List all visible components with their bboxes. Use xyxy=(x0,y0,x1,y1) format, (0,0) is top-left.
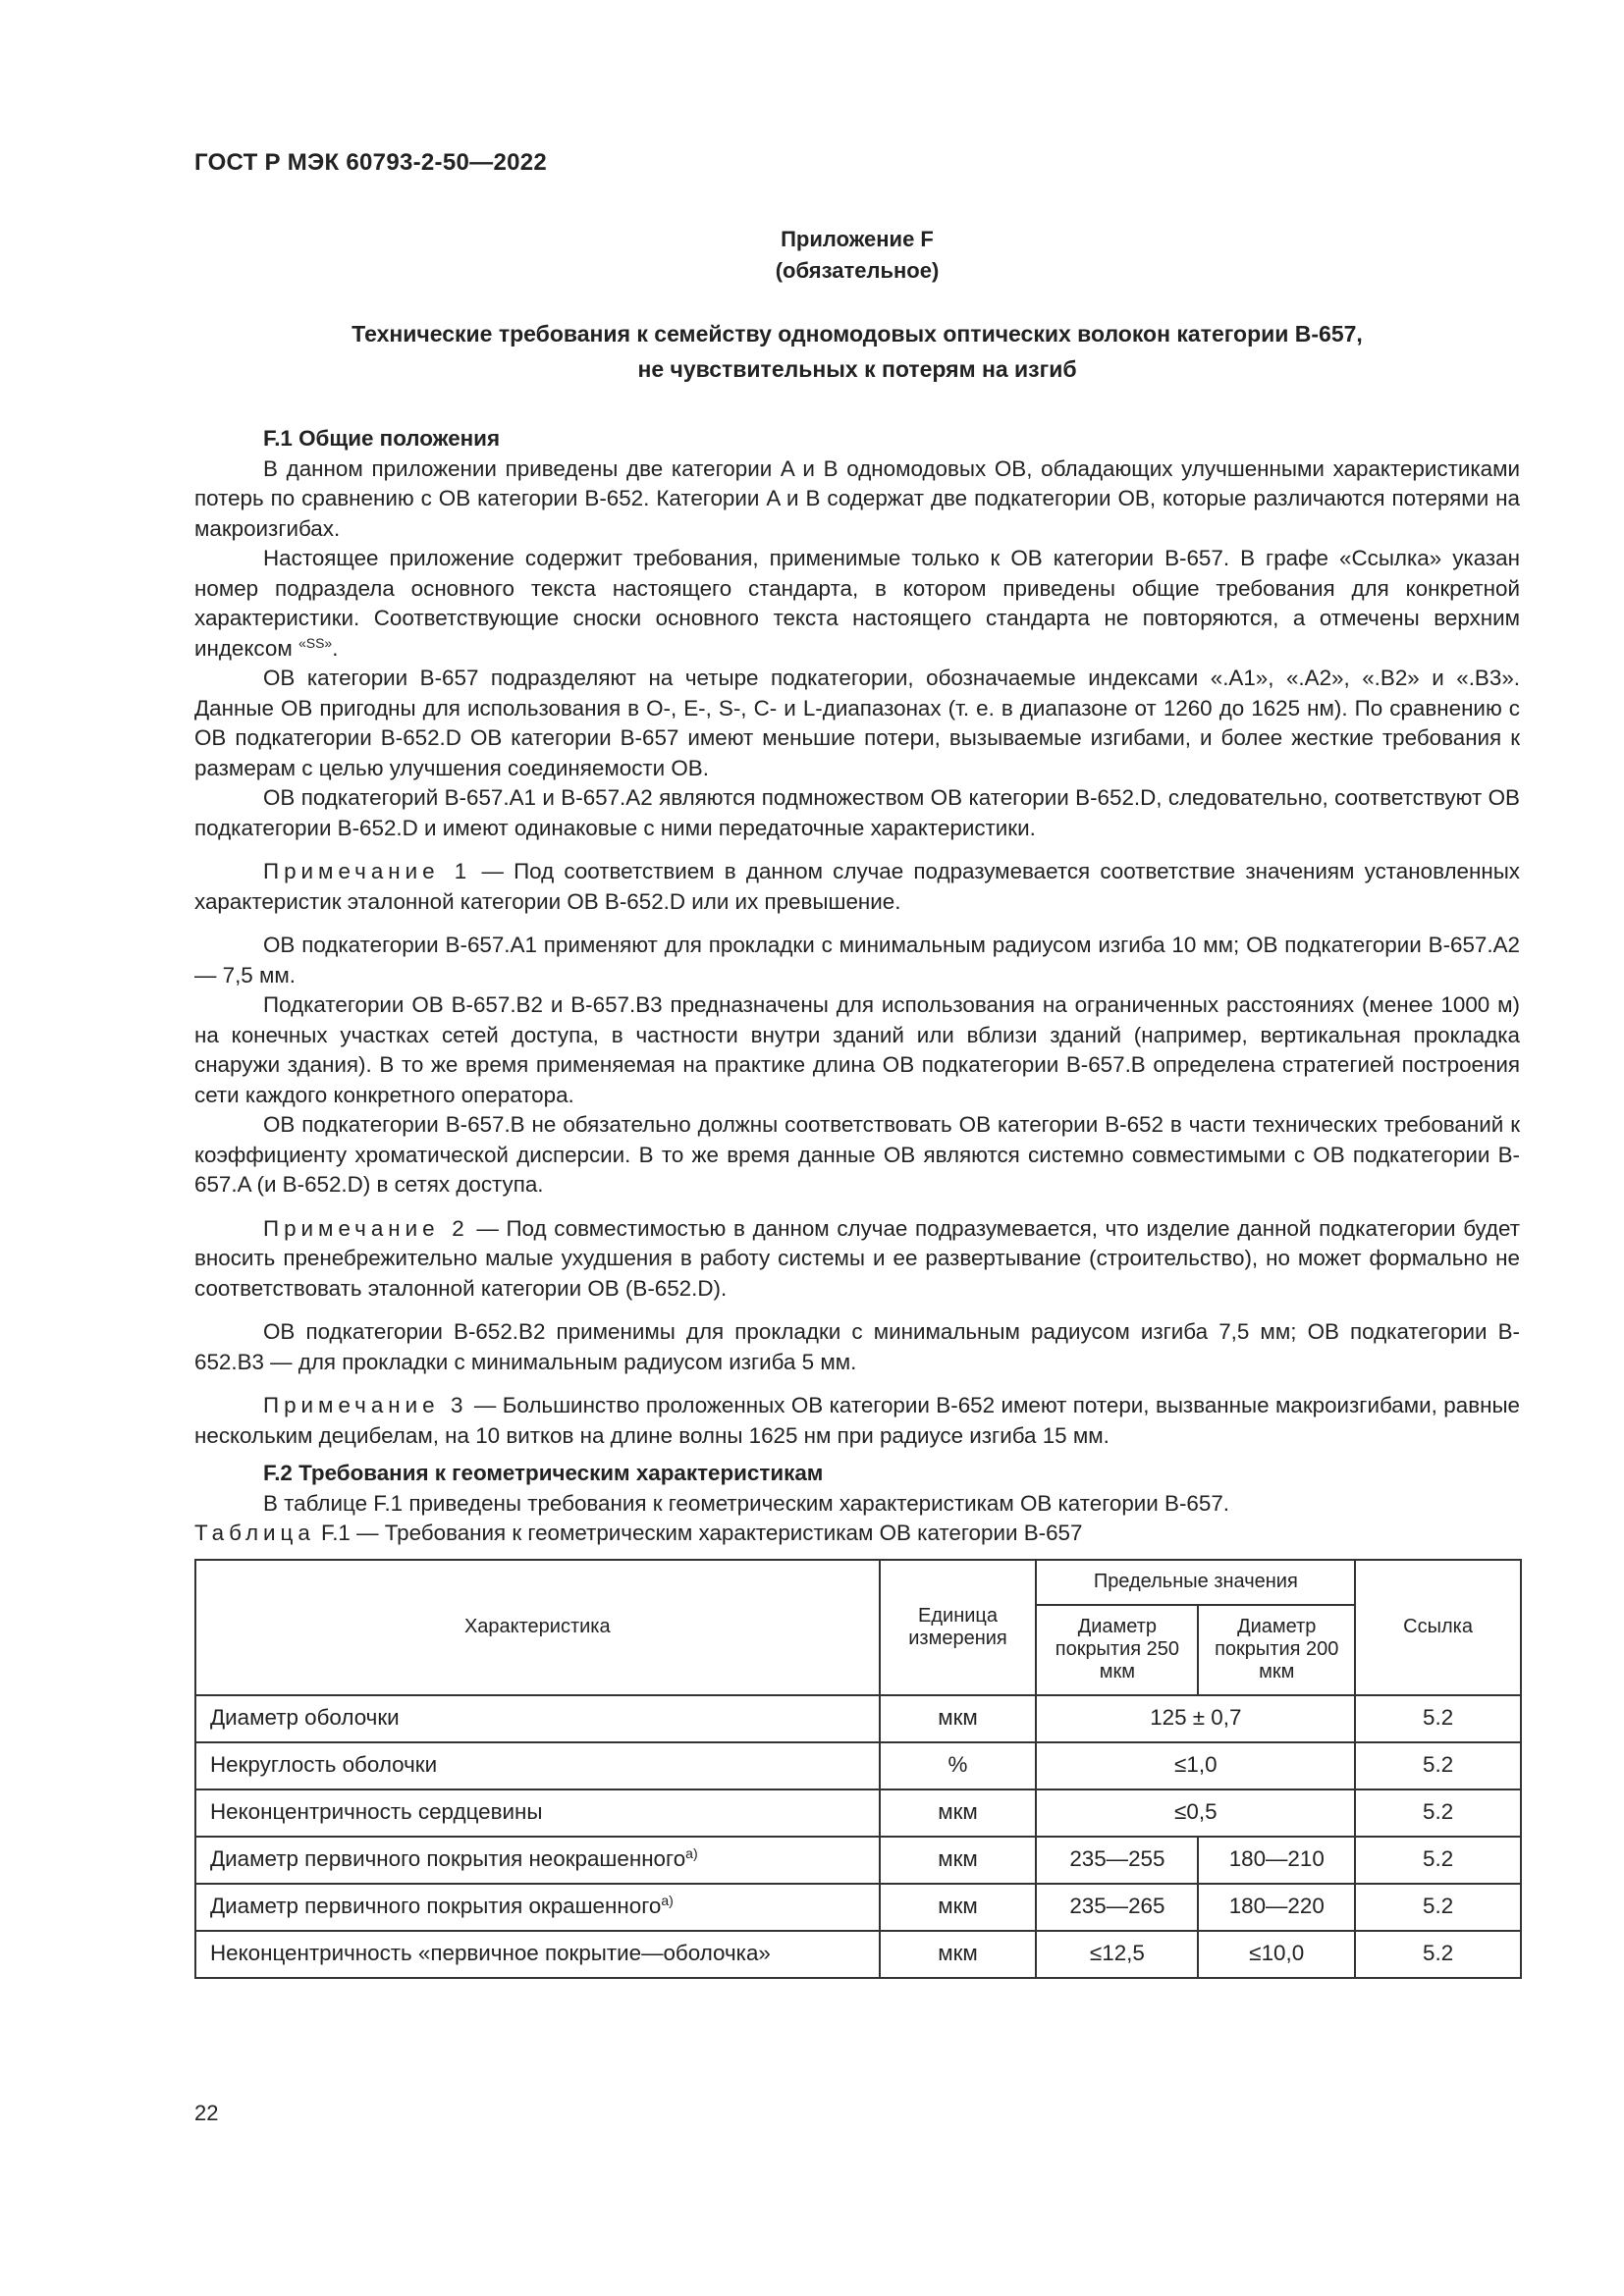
footnote-marker: а) xyxy=(661,1893,674,1909)
table-row xyxy=(195,1931,1521,1978)
header-diameter-250: Диаметр покрытия 250 мкм xyxy=(1036,1605,1198,1695)
cell-reference: 5.2 xyxy=(1355,1884,1521,1931)
cell-unit: мкм xyxy=(880,1931,1037,1978)
paragraph-end: . xyxy=(332,635,339,661)
note-label: Примечание 1 xyxy=(263,859,472,883)
page-number: 22 xyxy=(194,2101,219,2125)
cell-characteristic xyxy=(195,1931,880,1978)
cell-reference: 5.2 xyxy=(1355,1742,1521,1789)
cell-unit: мкм xyxy=(880,1789,1037,1837)
cell-limit-250: 235—255 xyxy=(1036,1837,1198,1884)
note-label: Примечание 3 xyxy=(263,1393,468,1417)
cell-reference: 5.2 xyxy=(1355,1789,1521,1837)
cell-unit: % xyxy=(880,1742,1037,1789)
cell-limit-value: 125 ± 0,7 xyxy=(1036,1695,1355,1742)
annex-status: (обязательное) xyxy=(775,258,940,283)
note-1 xyxy=(194,857,1520,917)
characteristic-name: Диаметр первичного покрытия неокрашенного xyxy=(210,1846,686,1872)
section-f2-heading: F.2 Требования к геометрическим характеристикам xyxy=(263,1461,824,1485)
header-diameter-200: Диаметр покрытия 200 мкм xyxy=(1198,1605,1355,1695)
header-limits: Предельные значения xyxy=(1036,1560,1355,1605)
cell-unit: мкм xyxy=(880,1884,1037,1931)
cell-limit-250: 235—265 xyxy=(1036,1884,1198,1931)
table-row xyxy=(195,1884,1521,1931)
superscript-ss: «SS» xyxy=(298,634,333,651)
note-label: Примечание 2 xyxy=(263,1215,469,1241)
document-title-line-2: не чувствительных к потерям на изгиб xyxy=(637,356,1077,382)
table-caption-text: F.1 — Требования к геометрическим характеристикам ОВ категории B-657 xyxy=(314,1521,1083,1545)
table-row xyxy=(195,1695,1521,1742)
characteristic-name: Диаметр первичного покрытия окрашенного xyxy=(210,1894,662,1919)
cell-reference: 5.2 xyxy=(1355,1695,1521,1742)
paragraph: В таблице F.1 приведены требования к геометрическим характеристикам ОВ категории B-657. xyxy=(263,1490,1230,1516)
paragraph: ОВ категории B-657 подразделяют на четыре подкатегории, обозначаемые индексами «.A1», «.A2», «.B2» и «.B3». Данные ОВ пригодны для использования в O-, E-, S-, C- и L-диапазонах (т. е. в диапазоне от 1260 до 1625 нм). По сравнению с ОВ подкатегории B-652.D ОВ категории B-657 имеют меньшие потери, вызываемые изгибами, и более жесткие требования к размерам с целью улучшения соединяемости ОВ. xyxy=(194,666,1520,780)
annex-name: Приложение F xyxy=(781,227,934,251)
paragraph: В данном приложении приведены две категории A и B одномодовых ОВ, обладающих улучшенными характеристиками потерь по сравнению с ОВ категории B-652. Категории A и B содержат две подкатегории ОВ, которые различаются потерями на макроизгибах. xyxy=(194,455,1520,541)
note-text: — Под совместимостью в данном случае подразумевается, что изделие данной подкатегории будет вносить пренебрежительно малые ухудшения в работу системы и ее развертывание (строительство), но может формально не соответствовать эталонной категории ОВ (B-652.D). xyxy=(194,1215,1521,1301)
footnote-marker: а) xyxy=(685,1845,698,1862)
cell-unit: мкм xyxy=(880,1837,1037,1884)
document-title-line-1: Технические требования к семейству одномодовых оптических волокон категории B-657, xyxy=(352,321,1363,347)
document-body xyxy=(194,424,1520,1979)
geometry-requirements-table xyxy=(194,1559,1522,1979)
cell-reference: 5.2 xyxy=(1355,1837,1521,1884)
cell-characteristic xyxy=(195,1884,880,1931)
cell-limit-250: ≤12,5 xyxy=(1036,1931,1198,1978)
paragraph xyxy=(194,544,1520,664)
cell-unit: мкм xyxy=(880,1695,1037,1742)
table-row xyxy=(195,1789,1521,1837)
paragraph-text: Настоящее приложение содержит требования, применимые только к ОВ категории B-657. В графе «Ссылка» указан номер подраздела основного текста настоящего стандарта, в котором приведены общие требования для конкретной характеристики. Соответствующие сноски основного текста настоящего стандарта не повторяются, а отмечены верхним индексом xyxy=(194,546,1520,661)
note-text: — Под соответствием в данном случае подразумевается соответствие значениям установленных характеристик эталонной категории ОВ B-652.D или их превышение. xyxy=(194,859,1520,914)
header-reference: Ссылка xyxy=(1355,1560,1521,1695)
section-f1-heading: F.1 Общие положения xyxy=(263,426,501,451)
paragraph: ОВ подкатегории B-657.B не обязательно должны соответствовать ОВ категории B-652 в части технических требований к коэффициенту хроматической дисперсии. В то же время данные ОВ являются системно совместимыми с ОВ подкатегории B-657.A (и B-652.D) в сетях доступа. xyxy=(194,1112,1520,1197)
characteristic-name: Некруглость оболочки xyxy=(210,1752,438,1778)
cell-limit-200: 180—210 xyxy=(1198,1837,1355,1884)
note-3 xyxy=(194,1391,1520,1451)
cell-limit-value: ≤0,5 xyxy=(1036,1789,1355,1837)
header-unit: Единица измерения xyxy=(880,1560,1037,1695)
paragraph: ОВ подкатегории B-652.B2 применимы для прокладки с минимальным радиусом изгиба 7,5 мм; ОВ подкатегории B-652.B3 — для прокладки с минимальным радиусом изгиба 5 мм. xyxy=(194,1319,1520,1374)
standard-header: ГОСТ Р МЭК 60793-2-50—2022 xyxy=(194,149,548,176)
cell-characteristic xyxy=(195,1789,880,1837)
cell-characteristic xyxy=(195,1742,880,1789)
cell-limit-200: 180—220 xyxy=(1198,1884,1355,1931)
characteristic-name: Неконцентричность «первичное покрытие—оболочка» xyxy=(210,1941,771,1966)
table-row xyxy=(195,1742,1521,1789)
header-characteristic: Характеристика xyxy=(195,1560,880,1695)
note-text: — Большинство проложенных ОВ категории B-652 имеют потери, вызванные макроизгибами, равные нескольким децибелам, на 10 витков на длине волны 1625 нм при радиусе изгиба 15 мм. xyxy=(194,1393,1520,1448)
document-title xyxy=(194,316,1520,387)
table-body xyxy=(195,1695,1521,1978)
paragraph: Подкатегории ОВ B-657.B2 и B-657.B3 предназначены для использования на ограниченных расстояниях (менее 1000 м) на конечных участках сетей доступа, в частности внутри зданий или вблизи зданий (например, вертикальная прокладка снаружи здания). В то же время применяемая на практике длина ОВ подкатегории B-657.B определена стратегией построения сети каждого конкретного оператора. xyxy=(194,992,1520,1107)
characteristic-name: Диаметр оболочки xyxy=(210,1705,400,1731)
cell-limit-value: ≤1,0 xyxy=(1036,1742,1355,1789)
characteristic-name: Неконцентричность сердцевины xyxy=(210,1799,543,1825)
table-caption xyxy=(194,1519,1520,1549)
cell-characteristic xyxy=(195,1837,880,1884)
annex-heading xyxy=(194,224,1520,287)
table-caption-label: Таблица xyxy=(194,1521,315,1545)
note-2 xyxy=(194,1214,1520,1305)
cell-characteristic xyxy=(195,1695,880,1742)
table-row xyxy=(195,1837,1521,1884)
cell-limit-200: ≤10,0 xyxy=(1198,1931,1355,1978)
paragraph: ОВ подкатегорий B-657.A1 и B-657.A2 являются подмножеством ОВ категории B-652.D, следовательно, соответствуют ОВ подкатегории B-652.D и имеют одинаковые с ними передаточные характеристики. xyxy=(194,785,1520,840)
cell-reference: 5.2 xyxy=(1355,1931,1521,1978)
paragraph: ОВ подкатегории B-657.A1 применяют для прокладки с минимальным радиусом изгиба 10 мм; ОВ подкатегории B-657.A2 — 7,5 мм. xyxy=(194,933,1520,988)
